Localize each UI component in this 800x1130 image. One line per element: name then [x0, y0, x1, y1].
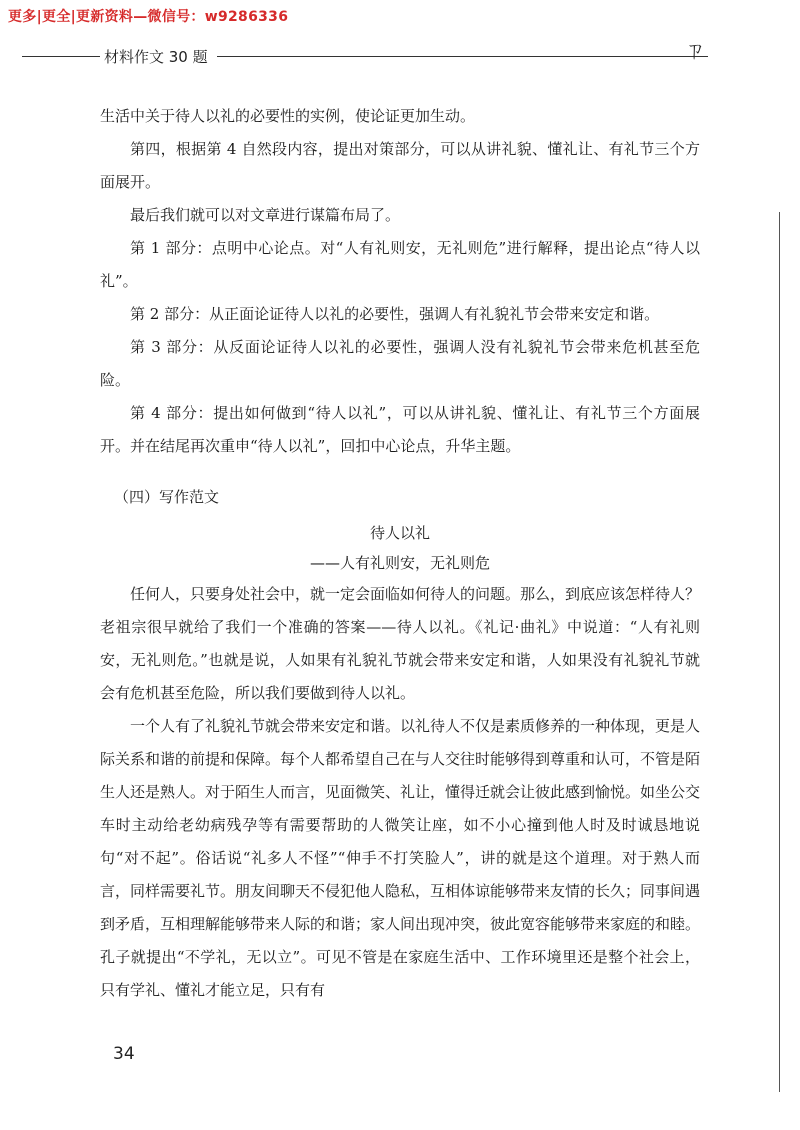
paragraph-part-3: 第 3 部分：从反面论证待人以礼的必要性，强调人没有礼貌礼节会带来危机甚至危险。: [100, 338, 700, 389]
essay-paragraph-1: 任何人，只要身处社会中，就一定会面临如何待人的问题。那么，到底应该怎样待人？老祖宗很早就给了我们一个准确的答案——待人以礼。《礼记·曲礼》中说道：“人有礼则安，无礼则危。”也就是说，人如果有礼貌礼节就会带来安定和谐，人如果没有礼貌礼节就会有危机甚至危险，所以我们要做到待人以礼。: [100, 585, 701, 702]
page-body: [100, 100, 700, 1007]
essay-title: 待人以礼: [369, 524, 430, 542]
paragraph-part-2: 第 2 部分：从正面论证待人以礼的必要性，强调人有礼貌礼节会带来安定和谐。: [130, 305, 660, 323]
paragraph-step-four: 第四，根据第 4 自然段内容，提出对策部分，可以从讲礼貌、懂礼让、有礼节三个方面展开。: [100, 140, 700, 191]
paragraph-continuation: 生活中关于待人以礼的必要性的实例，使论证更加生动。: [100, 107, 476, 125]
essay-paragraph-2: 一个人有了礼貌礼节就会带来安定和谐。以礼待人不仅是素质修养的一种体现，更是人际关系和谐的前提和保障。每个人都希望自己在与人交往时能够得到尊重和认可，不管是陌生人还是熟人。对于陌生人而言，见面微笑、礼让，懂得迁就会让彼此感到愉悦。如坐公交车时主动给老幼病残孕等有需要帮助的人微笑让座，如不小心撞到他人时及时诚恳地说句“对不起”。俗话说“礼多人不怪”“伸手不打笑脸人”，讲的就是这个道理。对于熟人而言，同样需要礼节。朋友间聊天不侵犯他人隐私，互相体谅能够带来友情的长久；同事间遇到矛盾，互相理解能够带来人际的和谐；家人间出现冲突，彼此宽容能够带来家庭的和睦。孔子就提出“不学礼，无以立”。可见不管是在家庭生活中、工作环境里还是整个社会上，只有学礼、懂礼才能立足，只有有: [100, 717, 701, 999]
corner-mark: ㄗ: [683, 39, 706, 64]
watermark-banner: 更多|更全|更新资料—微信号：w9286336: [8, 9, 289, 25]
header-rule-right: [217, 56, 708, 57]
essay-subtitle: ——人有礼则安，无礼则危: [309, 554, 490, 572]
page-edge-rule: [779, 212, 780, 1092]
running-header: [22, 46, 708, 68]
paragraph-part-1: 第 1 部分：点明中心论点。对“人有礼则安，无礼则危”进行解释，提出论点“待人以礼”。: [100, 239, 700, 290]
header-book-title: 材料作文 30 题: [104, 48, 208, 66]
section-heading: （四）写作范文: [114, 488, 220, 506]
paragraph-part-4: 第 4 部分：提出如何做到“待人以礼”，可以从讲礼貌、懂礼让、有礼节三个方面展开。并在结尾再次重申“待人以礼”，回扣中心论点，升华主题。: [100, 404, 700, 455]
paragraph-layout-intro: 最后我们就可以对文章进行谋篇布局了。: [130, 206, 401, 224]
page-number: 34: [113, 1044, 135, 1064]
header-rule-left: [22, 56, 100, 57]
